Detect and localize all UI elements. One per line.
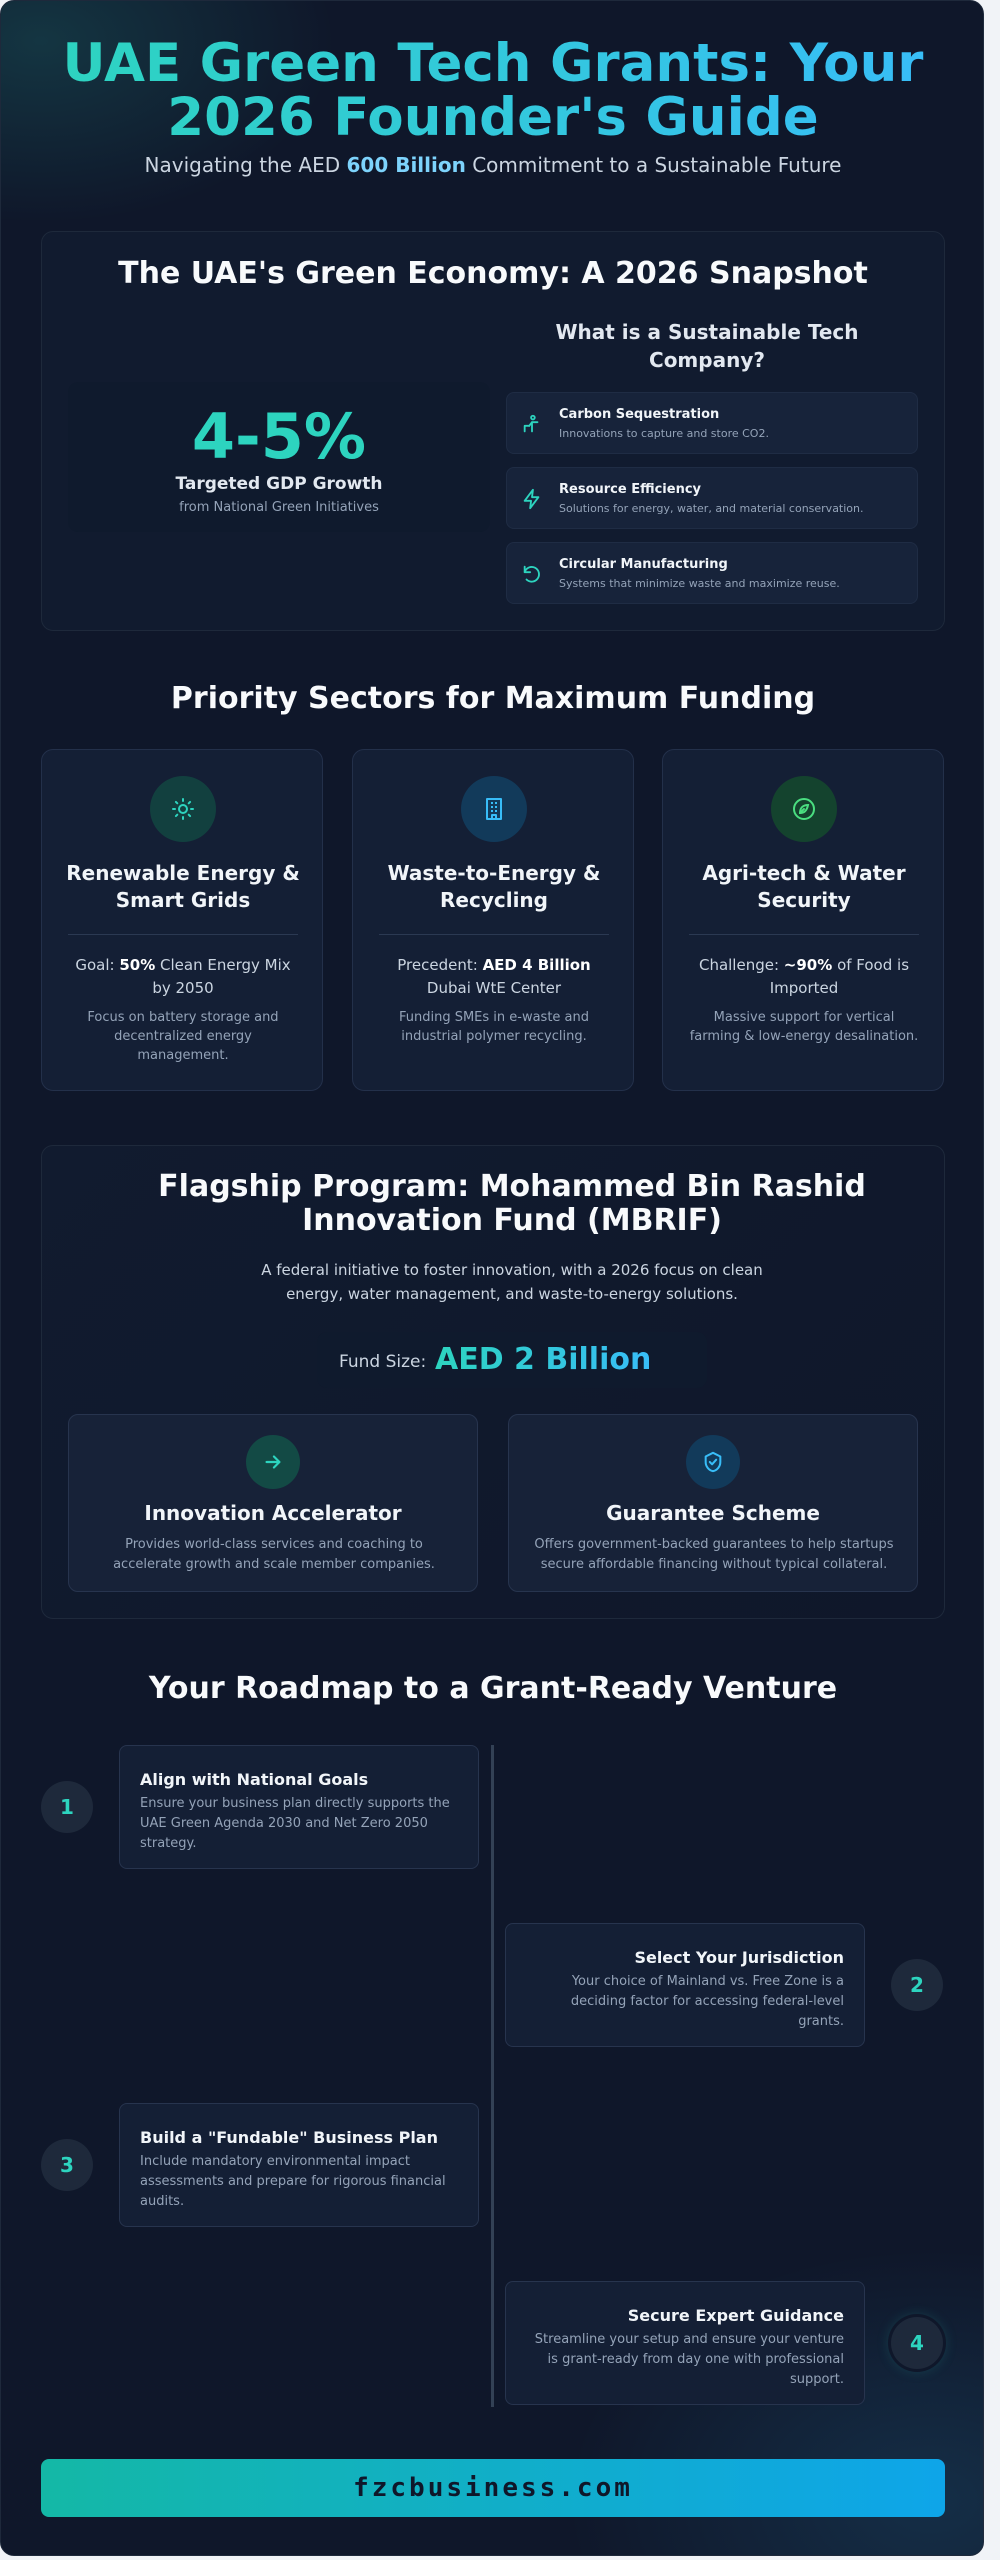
step-title: Select Your Jurisdiction (634, 1948, 844, 1967)
arrow-right-icon (262, 1451, 284, 1473)
subtitle-suffix: Commitment to a Sustainable Future (472, 153, 842, 177)
co2-capture-icon (521, 413, 543, 435)
feature-resource-efficiency (506, 467, 918, 529)
program-icon-circle (246, 1435, 300, 1489)
building-icon (482, 797, 506, 821)
program-desc: Offers government-backed guarantees to help startups secure affordable financing without typical collateral. (534, 1537, 894, 1572)
divider (68, 934, 298, 935)
feature-name: Carbon Sequestration (559, 407, 720, 422)
program-guarantee-scheme (508, 1414, 918, 1592)
program-innovation-accelerator (68, 1414, 478, 1592)
feature-desc: Solutions for energy, water, and material conservation. (559, 502, 864, 515)
program-icon-circle (686, 1435, 740, 1489)
feature-name: Circular Manufacturing (559, 557, 728, 572)
step-number: 3 (41, 2139, 93, 2191)
fund-size-badge (317, 1332, 707, 1388)
feature-carbon-sequestration (506, 392, 918, 454)
sector-icon-circle (771, 776, 837, 842)
step-title: Align with National Goals (140, 1770, 369, 1789)
goal-suffix: of Food is Imported (769, 956, 910, 997)
recycle-icon (521, 563, 543, 585)
shield-check-icon (702, 1451, 724, 1473)
program-name: Guarantee Scheme (606, 1501, 820, 1525)
step-number: 1 (41, 1781, 93, 1833)
gdp-stat-value: 4-5% (191, 400, 367, 473)
goal-value: ~90% (783, 956, 833, 974)
roadmap-step-1 (119, 1745, 479, 1869)
step-number: 2 (891, 1959, 943, 2011)
roadmap-title: Your Roadmap to a Grant-Ready Venture (148, 1671, 838, 1706)
sustainable-company-heading: What is a Sustainable Tech Company? (555, 320, 859, 372)
sector-desc: Funding SMEs in e-waste and industrial polymer recycling. (398, 1010, 590, 1044)
sector-name: Agri-tech & Water Security (702, 861, 906, 912)
feature-desc: Systems that minimize waste and maximize reuse. (559, 577, 840, 590)
sector-card-waste (352, 749, 634, 1091)
sector-desc: Massive support for vertical farming & low-energy desalination. (689, 1010, 919, 1044)
snapshot-panel (41, 231, 945, 631)
gdp-stat-sub: from National Green Initiatives (179, 500, 379, 515)
sector-name: Waste-to-Energy & Recycling (387, 861, 601, 912)
page-title: UAE Green Tech Grants: Your 2026 Founder's Guide (41, 37, 945, 145)
step-title: Build a "Fundable" Business Plan (140, 2128, 438, 2147)
sector-card-renewable (41, 749, 323, 1091)
step-desc: Include mandatory environmental impact assessments and prepare for rigorous financial audits. (140, 2154, 446, 2209)
sun-icon (171, 797, 195, 821)
feature-circular-manufacturing (506, 542, 918, 604)
program-desc: Provides world-class services and coaching to accelerate growth and scale member companies. (113, 1537, 435, 1572)
sectors-title: Priority Sectors for Maximum Funding (170, 681, 816, 716)
sector-name: Renewable Energy & Smart Grids (66, 861, 300, 912)
step-desc: Ensure your business plan directly supports the UAE Green Agenda 2030 and Net Zero 2050 strategy. (140, 1796, 450, 1851)
sector-goal (685, 954, 923, 1000)
step-number: 4 (891, 2317, 943, 2369)
goal-prefix: Precedent: (397, 956, 478, 974)
step-desc: Streamline your setup and ensure your venture is grant-ready from day one with professional support. (534, 2332, 844, 2387)
roadmap-step-4 (505, 2281, 865, 2405)
sector-goal (375, 954, 613, 1000)
feature-desc: Innovations to capture and store CO2. (559, 427, 769, 440)
roadmap-step-3 (119, 2103, 479, 2227)
program-name: Innovation Accelerator (144, 1501, 402, 1525)
mbrif-desc: A federal initiative to foster innovation, with a 2026 focus on clean energy, water management, and waste-to-energy solutions. (261, 1261, 763, 1303)
goal-prefix: Challenge: (698, 956, 780, 974)
sector-icon-circle (150, 776, 216, 842)
goal-prefix: Goal: (75, 956, 115, 974)
step-desc: Your choice of Mainland vs. Free Zone is a deciding factor for accessing federal-level grants. (570, 1974, 844, 2029)
divider (689, 934, 919, 935)
lightning-icon (521, 488, 543, 510)
divider (379, 934, 609, 935)
sector-icon-circle (461, 776, 527, 842)
sector-desc: Focus on battery storage and decentralized energy management. (87, 1010, 279, 1063)
step-title: Secure Expert Guidance (627, 2306, 844, 2325)
mbrif-panel (41, 1145, 945, 1619)
page-subtitle (41, 153, 945, 177)
fund-size-value: AED 2 Billion (435, 1342, 652, 1377)
goal-suffix: Clean Energy Mix by 2050 (152, 956, 291, 997)
footer-brand-link[interactable]: fzcbusiness.com (353, 2473, 633, 2503)
snapshot-title: The UAE's Green Economy: A 2026 Snapshot (118, 256, 868, 291)
roadmap-step-2 (505, 1923, 865, 2047)
fund-size-label: Fund Size: (339, 1352, 427, 1372)
sector-goal (64, 954, 302, 1000)
goal-value: 50% (119, 956, 156, 974)
mbrif-title: Flagship Program: Mohammed Bin Rashid Innovation Fund (MBRIF) (158, 1169, 866, 1238)
subtitle-prefix: Navigating the AED (144, 153, 341, 177)
timeline-line (491, 1745, 494, 2407)
gdp-stat-label: Targeted GDP Growth (175, 474, 383, 494)
sector-card-agritech (662, 749, 944, 1091)
gdp-stat-card (68, 382, 490, 532)
leaf-icon (792, 797, 816, 821)
footer-brand-bar[interactable] (41, 2459, 945, 2517)
feature-name: Resource Efficiency (559, 482, 702, 497)
goal-suffix: Dubai WtE Center (426, 979, 562, 997)
goal-value: AED 4 Billion (482, 956, 591, 974)
subtitle-highlight: 600 Billion (346, 153, 466, 177)
